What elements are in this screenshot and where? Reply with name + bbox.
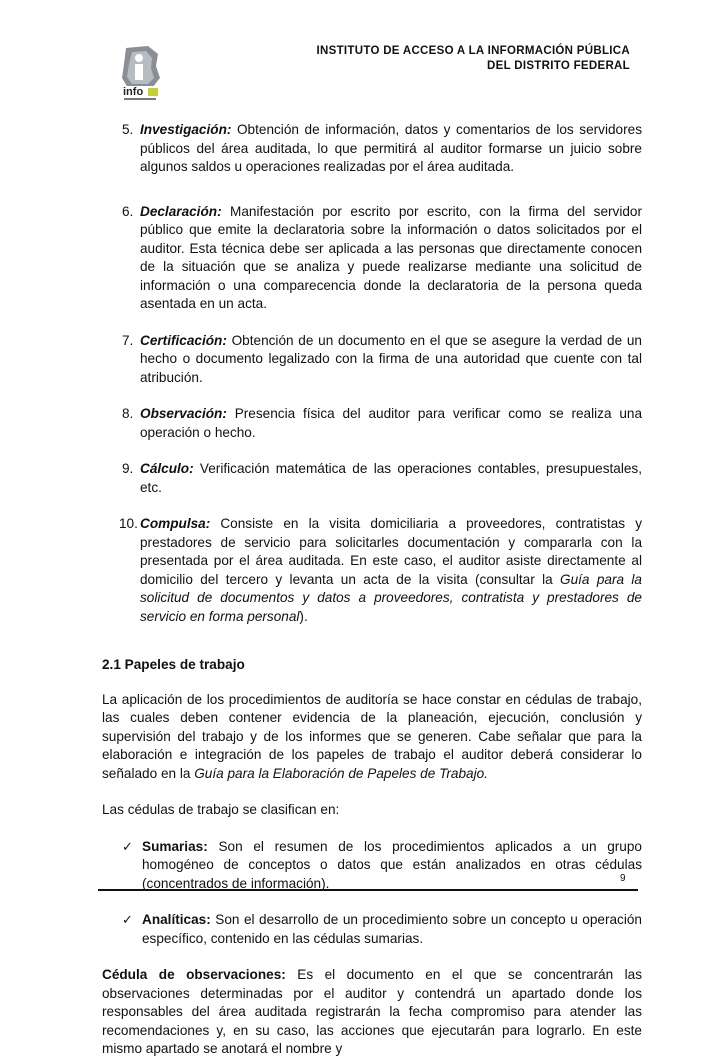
item-term: Compulsa: xyxy=(140,516,211,531)
header-institution-line: INSTITUTO DE ACCESO A LA INFORMACIÓN PÚBLICA xyxy=(316,45,630,57)
item-text: Verificación matemática de las operaciones contables, presupuestales, etc. xyxy=(140,461,642,495)
paragraph-text: Es el documento en el que se concentrarán las observaciones determinadas por el auditor y contendrá un apartado donde los responsables del área auditada registrarán la fecha compromiso para atender las recomendaciones y, en su caso, las acciones que ejecutarán para lograrlo. En este mismo apartado se anotará el nombre y xyxy=(102,967,643,1056)
item-term: Certificación: xyxy=(140,332,227,348)
list-number: 9. xyxy=(122,461,134,476)
bullet-item xyxy=(102,911,642,948)
bullet-text: Son el resumen de los procedimientos aplicados a un grupo homogéneo de conceptos o datos que están analizados en otras cédulas (concentrados de información). xyxy=(142,838,642,891)
infodf-logo-icon xyxy=(118,44,162,102)
bullet-term: Sumarias: xyxy=(142,838,208,854)
list-item xyxy=(102,515,642,626)
item-term: Observación: xyxy=(140,406,227,421)
list-item xyxy=(102,121,642,177)
item-text: Manifestación por escrito por escrito, con la firma del servidor público que emite la declaratoria sobre la información o datos solicitados por el auditor. Esta técnica debe ser aplicada a las personas que directamente conocen de la situación que se analiza y puede realizarse mediante una solicitud de información o una comparecencia donde la declaratoria de la persona queda asentada en un acta. xyxy=(140,203,642,311)
checkmark-icon: ✓ xyxy=(122,912,133,927)
item-text: Obtención de información, datos y comentarios de los servidores públicos del área auditada, lo que permitirá al auditor formarse un juicio sobre algunos saldos u operaciones realizadas por el área auditada. xyxy=(140,122,642,174)
paragraph xyxy=(102,966,642,1059)
list-number: 8. xyxy=(122,406,134,421)
list-number: 5. xyxy=(122,122,134,137)
header-region-line: DEL DISTRITO FEDERAL xyxy=(487,60,630,72)
list-item xyxy=(102,203,642,314)
document-body xyxy=(102,121,642,1059)
section-title: 2.1 Papeles de trabajo xyxy=(102,657,245,672)
list-number: 10. xyxy=(119,516,138,531)
page-number: 9 xyxy=(620,873,626,884)
paragraph xyxy=(102,691,642,784)
paragraph: Las cédulas de trabajo se clasifican en: xyxy=(102,802,340,817)
paragraph-text: La aplicación de los procedimientos de auditoría se hace constar en cédulas de trabajo, las cuales deben contener evidencia de la planeación, ejecución, conclusión y supervisión del trabajo y de los informes que se generen. Cabe señalar que para la elaboración e integración de los papeles de trabajo el auditor deberá considerar lo señalado en la xyxy=(102,691,642,781)
footer-divider xyxy=(98,889,638,891)
item-text: Obtención de un documento en el que se asegure la verdad de un hecho o documento legalizado con la firma de una autoridad que cuente con tal atribución. xyxy=(140,332,642,385)
list-item xyxy=(102,405,642,442)
checkmark-icon: ✓ xyxy=(122,838,133,854)
document-header xyxy=(317,44,630,74)
list-number: 7. xyxy=(122,332,134,348)
guide-reference: Guía para la solicitud de documentos y datos a proveedores, contratista y prestadores de servicio en forma personal xyxy=(140,571,642,624)
item-term: Cálculo: xyxy=(140,461,194,476)
item-term: Investigación: xyxy=(140,122,232,137)
item-text: Presencia física del auditor para verificar como se realiza una operación o hecho. xyxy=(140,406,642,440)
list-number: 6. xyxy=(122,203,134,219)
bullet-term: Analíticas: xyxy=(142,912,211,927)
guide-reference: Guía para la Elaboración de Papeles de Trabajo. xyxy=(194,765,488,781)
bullet-text: Son el desarrollo de un procedimiento sobre un concepto u operación específico, contenido en las cédulas sumarias. xyxy=(142,912,642,946)
bullet-item xyxy=(102,838,642,894)
item-term: Declaración: xyxy=(140,203,222,219)
list-item xyxy=(102,460,642,497)
logo-text: info xyxy=(123,86,144,98)
paragraph-term: Cédula de observaciones: xyxy=(102,967,286,982)
list-item xyxy=(102,332,642,388)
item-text: Consiste en la visita domiciliaria a proveedores, contratistas y prestadores de servicio para solicitarles documentación y compararla con la presentada por el área auditada. En este caso, el auditor asiste directamente al domicilio del tercero y levanta un acta de la visita (consultar la xyxy=(140,516,642,587)
item-text-end: ). xyxy=(299,608,308,624)
